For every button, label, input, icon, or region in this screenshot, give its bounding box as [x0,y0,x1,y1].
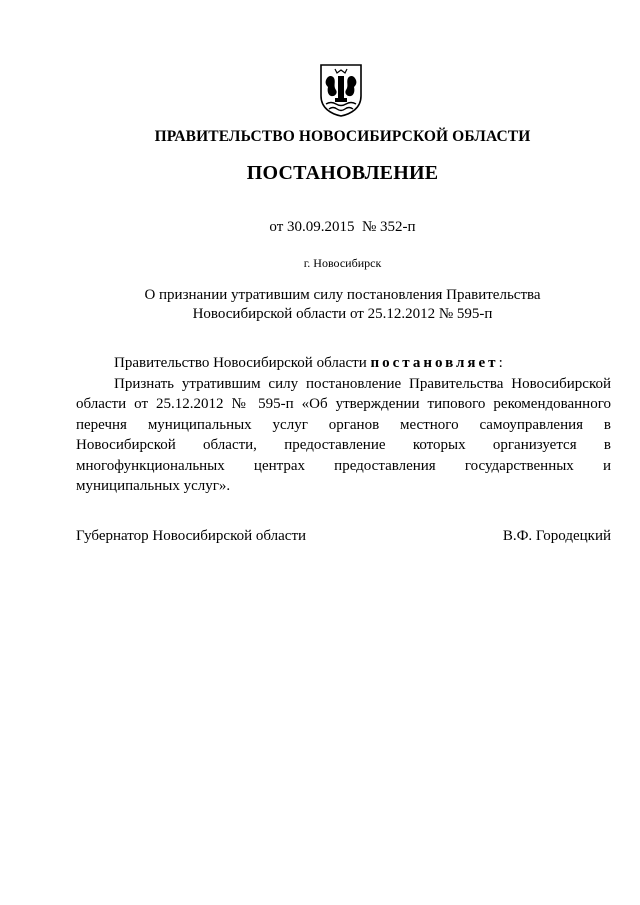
government-title: ПРАВИТЕЛЬСТВО НОВОСИБИРСКОЙ ОБЛАСТИ [154,128,531,145]
subject-line-1: О признании утратившим силу постановления Правительства [144,287,541,303]
decree-colon: : [498,355,503,371]
decree-intro [76,353,611,374]
document-type-title: ПОСТАНОВЛЕНИЕ [246,162,439,184]
coat-of-arms-icon [318,62,364,118]
decree-intro-text: Правительство Новосибирской области [114,355,367,371]
document-body [76,353,611,497]
decree-paragraph: Признать утратившим силу постановление Правительства Новосибирской области от 25.12.2012 № 595-п «Об утверждении типового рекомендованного перечня муниципальных услуг органов местного самоуправления в Новосибирской области, предоставление которых организуется в многофункциональных центрах предоставления государственных и муниципальных услуг». [76,375,611,494]
signatory-name: В.Ф. Городецкий [502,528,611,544]
city-line: г. Новосибирск [303,256,382,270]
date-and-number: от 30.09.2015 № 352-п [269,219,416,235]
subject-line-2: Новосибирской области от 25.12.2012 № 595-п [192,306,493,322]
signatory-position: Губернатор Новосибирской области [76,528,307,544]
decree-word: постановляет [370,355,499,371]
document-subject [80,286,605,324]
